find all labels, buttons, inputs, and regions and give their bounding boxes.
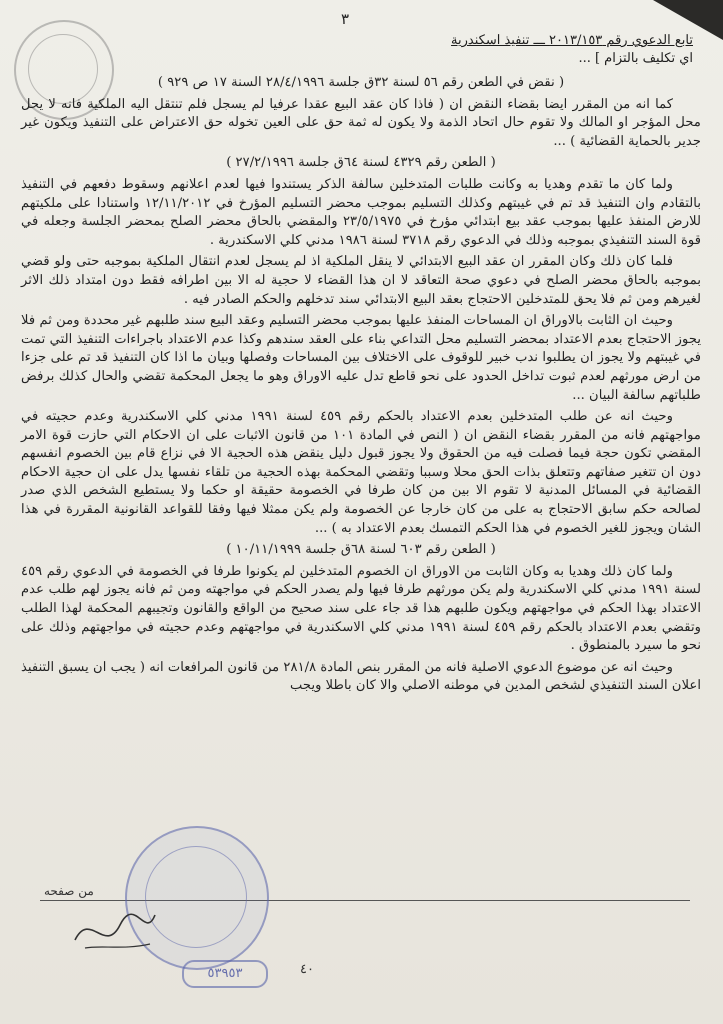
case-reference: تابع الدعوي رقم ٢٠١٣/١٥٣ ـــ تنفيذ اسكندرية [451,33,693,48]
bottom-mark: ٤٠ [300,962,314,977]
stamp-number: ٥٣٩٥٣ [182,960,268,988]
body-paragraph: ولما كان ما تقدم وهديا به وكانت طلبات المتدخلين سالفة الذكر يستندوا فيها لعدم اعلانهم وسقوط دفعهم في التنفيذ بالتقادم وان التنفيذ قد تم في غيبتهم وكذلك التسليم بموجب محضر التسليم المؤرخ في ١٢/١١/٢٠١٢ واستنادا على ملكيتهم للارض المنفذ عليها بموجب عقد بيع ابتدائي مؤرخ في ٢٣/٥/١٩٧٥ والمقضي بالحاق محضر الصلح بمحضر الجلسة وجعله في قوة السند التنفيذي بموجبه وذلك في الدعوي رقم ٣٧١٨ لسنة ١٩٨٦ مدني كلي الاسكندرية . [21,176,701,248]
body-paragraph: كما انه من المقرر ايضا بقضاء النقض ان ( فاذا كان عقد البيع عقدا عرفيا لم يسجل فلم تنتقل اليه الملكية فانه لا يحل محل المؤجر او المالك ولا تقوم حال اتحاد الذمة ولا يكون له ثمة حق على العين تخوله حق الاعتراض على التنفيذ ويكون غير جدير بالحماية القضائية ) ... [21,96,701,149]
body-paragraph: وحيث ان الثابت بالاوراق ان المساحات المنفذ عليها بموجب محضر التسليم وعقد البيع سند طلبهم غير محددة ومن ثم فلا يجوز الاحتجاج بعدم الاعتداد بمحضر التسليم محل التداعي بناء على العقد سندهم وكذا عدم الاعتداد باجراءات التنفيذ التي تمت في غيبتهم ولا يجوز ان يطلبوا ندب خبير للوقوف على الاختلاف بين المساحات وفصلها وبيان ما اذا كان التنفيذ قد تم على جزءا من ارض مورثهم لعدم ثبوت تداخل الحدود على نحو قاطع تدل عليه الاوراق وهو ما يجعل المحكمة تقضي والحال كذلك برفض طلباتهم سالفة البيان ... [21,313,701,403]
body-paragraph: ولما كان ذلك وهديا به وكان الثابت من الاوراق ان الخصوم المتدخلين لم يكونوا طرفا في الخصومة في الدعوي رقم ٤٥٩ لسنة ١٩٩١ مدني كلي الاسكندرية ولم يكن مورثهم طرفا فيها ولم يصدر الحكم في مواجهته ومن ثم فانه يجوز لهم طلب عدم الاعتداد بهذا الحكم في مواجهتهم ويكون طلبهم هذا قد جاء على سند صحيح من الواقع والقانون وتجيبهم المحكمة لهذا الطلب وتقضي بعدم الاعتداد بالحكم رقم ٤٥٩ لسنة ١٩٩١ مدني كلي الاسكندرية في مواجهتهم وعدم حجيته في مواجهتهم وذلك على نحو ما سيرد بالمنطوق . [21,563,702,654]
body-paragraph: فلما كان ذلك وكان المقرر ان عقد البيع الابتدائي لا ينقل الملكية اذ لم يسجل لعدم انتقال الملكية بموجبه حتى ولو قضي بموجبه بالحاق محضر الصلح في دعوي صحة التعاقد لا ان هذا القضاء لا حجية له الا بين اطرافه فقط دون امتداد ذلك الاثر لغيرهم ومن ثم فلا يحق للمتدخلين الاحتجاج بعقد البيع الابتدائي سند تدخلهم والحكم الصادر فيه . [21,254,701,307]
page-number: ٣ [340,10,350,28]
citation-paragraph: ( نقض في الطعن رقم ٥٦ لسنة ٣٢ق جلسة ٢٨/٤/١٩٩٦ السنة ١٧ ص ٩٢٩ ) [157,75,565,90]
body-paragraph: وحيث انه عن طلب المتدخلين بعدم الاعتداد بالحكم رقم ٤٥٩ لسنة ١٩٩١ مدني كلي الاسكندرية وعدم حجيته في مواجهتهم فانه من المقرر بقضاء النقض ان ( النص في المادة ١٠١ من قانون الاثبات على ان الاحكام التي حازت قوة الامر المقضي تكون حجة فيما فصلت فيه من الحقوق ولا يجوز قبول دليل ينقض هذه الحجية الا في نزاع قام بين الخصوم انفسهم دون ان تتغير صفاتهم وتتعلق بذات الحق محلا وسببا وتقضي المحكمة بهذه الحجية من تلقاء نفسها يدل على ان حجية الاحكام القضائية في المسائل المدنية لا تقوم الا بين من كان طرفا في الخصومة حقيقة او حكما ولا يستطيع الشخص الذي صدر لصالحه حكم سابق الاحتجاج به على من كان خارجا عن الخصومة ولم يكن ممثلا فيها وفقا للقواعد القانونية المقررة في هذا الشان ويجوز للغير الخصوم في هذا الحكم التمسك بعدم الاعتداد به ) ... [21,409,701,536]
signature [70,900,160,960]
citation-paragraph: ( الطعن رقم ٤٣٢٩ لسنة ٦٤ق جلسة ٢٧/٢/١٩٩٦ ) [226,155,496,171]
document-header [133,32,693,68]
citation-paragraph: ( الطعن رقم ٦٠٣ لسنة ٦٨ق جلسة ١٠/١١/١٩٩٩ ) [226,542,496,558]
document-body [21,74,701,699]
body-paragraph: وحيث انه عن موضوع الدعوي الاصلية فانه من المقرر بنص المادة ٢٨١/٨ من قانون المرافعات انه ( يجب ان يسبق التنفيذ اعلان السند التنفيذي لشخص المدين في موطنه الاصلي والا كان باطلا ويجب [21,659,701,694]
catchword: من صفحه [44,884,94,898]
header-continuation: اي تكليف بالتزام ] ... [578,51,693,66]
